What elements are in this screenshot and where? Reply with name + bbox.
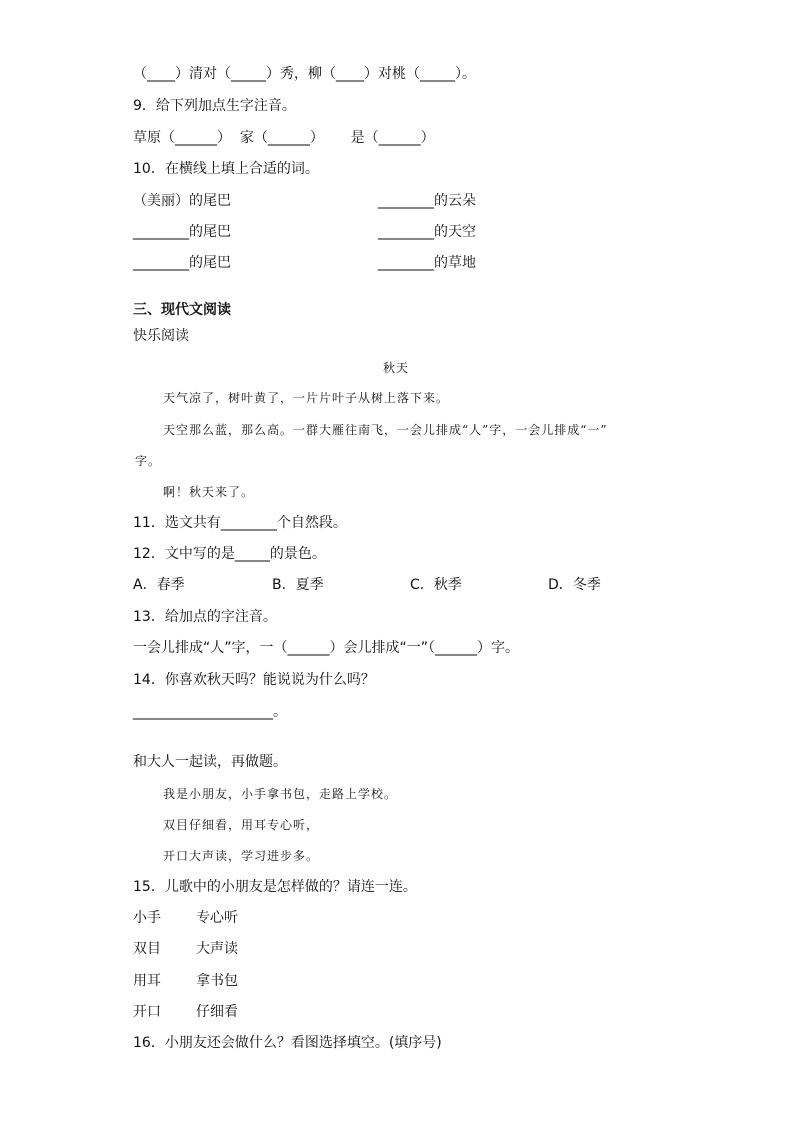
poem-title: 秋天 (383, 361, 410, 375)
q15-right-1: 专心听 (196, 910, 238, 926)
q15-left-2: 双目 (133, 941, 161, 957)
question-9-items: 草原（______） 家（______） 是（______） (133, 130, 435, 146)
poem-paragraph-2: 天空那么蓝，那么高。一群大雁往南飞，一会儿排成“人”字，一会儿排成“一” (163, 423, 608, 437)
song-line-3: 开口大声读，学习进步多。 (163, 849, 320, 863)
question-9: 9．给下列加点生字注音。 (133, 98, 296, 114)
q10-row2-right: ________的天空 (378, 224, 476, 240)
q12-option-d: D．冬季 (548, 577, 601, 593)
question-13-line: 一会儿排成“人”字，一（______）会儿排成“一”（______）字。 (133, 640, 520, 656)
question-16: 16．小朋友还会做什么？看图选择填空。(填序号) (133, 1035, 442, 1051)
q15-left-1: 小手 (133, 910, 161, 926)
q10-row1-right: ________的云朵 (378, 193, 476, 209)
happy-reading-label: 快乐阅读 (133, 328, 189, 344)
q12-option-b: B．夏季 (272, 577, 324, 593)
q10-row2-left: ________的尾巴 (133, 224, 231, 240)
poem-paragraph-2-cont: 字。 (135, 454, 162, 468)
q10-row1-left: （美丽）的尾巴 (133, 193, 231, 209)
q10-row3-left: ________的尾巴 (133, 255, 231, 271)
song-line-1: 我是小朋友，小手拿书包，走路上学校。 (163, 787, 398, 801)
question-14: 14．你喜欢秋天吗？能说说为什么吗？ (133, 672, 375, 688)
q15-left-4: 开口 (133, 1004, 161, 1020)
section-heading: 三、现代文阅读 (133, 302, 231, 318)
question-14-blank: ____________________。 (133, 704, 287, 720)
question-13: 13．给加点的字注音。 (133, 609, 277, 625)
q15-right-4: 仔细看 (196, 1004, 238, 1020)
poem-paragraph-1: 天气凉了，树叶黄了，一片片叶子从树上落下来。 (163, 391, 450, 405)
q15-right-2: 大声读 (196, 941, 238, 957)
read-with-adult: 和大人一起读，再做题。 (133, 754, 287, 770)
q10-row3-right: ________的草地 (378, 255, 476, 271)
poem-paragraph-3: 啊！秋天来了。 (163, 485, 255, 499)
question-10: 10．在横线上填上合适的词。 (133, 161, 319, 177)
question-11: 11．选文共有________个自然段。 (133, 515, 347, 531)
q12-option-c: C．秋季 (410, 577, 462, 593)
question-15: 15．儿歌中的小朋友是怎样做的？请连一连。 (133, 879, 417, 895)
couplet-line: （____）清对（_____）秀，柳（____）对桃（_____）。 (133, 66, 476, 82)
question-12: 12．文中写的是_____的景色。 (133, 546, 326, 562)
q15-right-3: 拿书包 (196, 973, 238, 989)
song-line-2: 双目仔细看，用耳专心听， (163, 818, 320, 832)
q12-option-a: A．春季 (133, 577, 185, 593)
q15-left-3: 用耳 (133, 973, 161, 989)
